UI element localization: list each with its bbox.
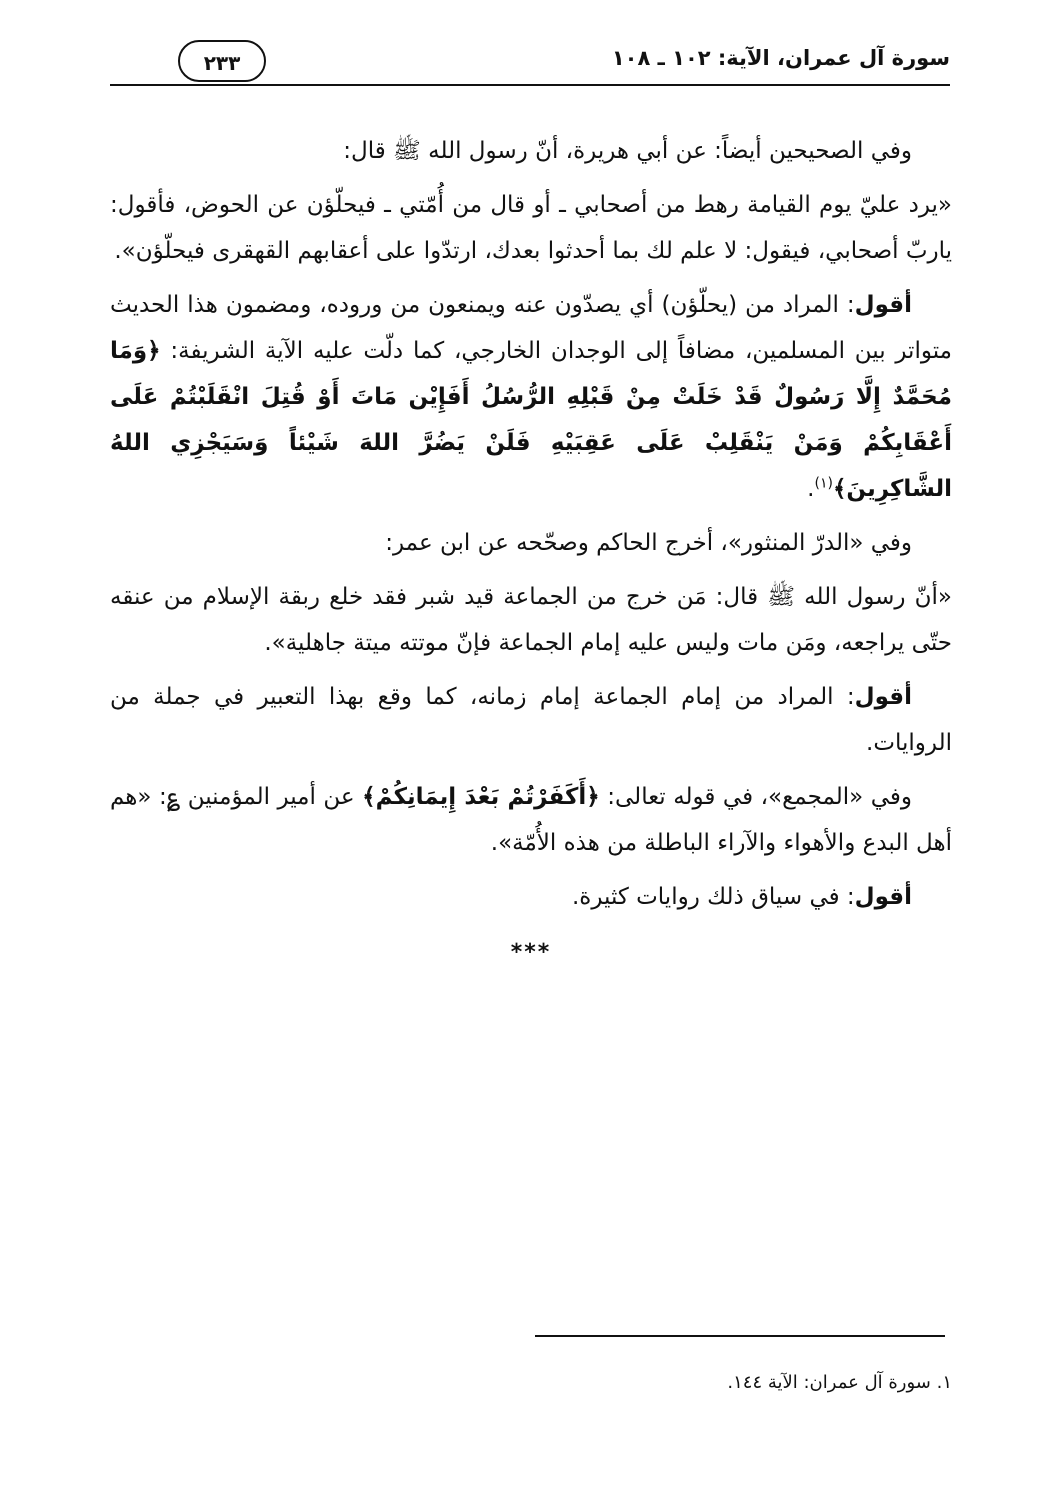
paragraph-4: وفي «الدرّ المنثور»، أخرج الحاكم وصحّحه عن ابن عمر: (385, 530, 912, 556)
paragraph-7-end: عن أمير المؤمنين ؏: «هم أهل البدع والأهواء والآراء الباطلة من هذه الأُمّة». (110, 784, 952, 856)
paragraph-1: وفي الصحيحين أيضاً: عن أبي هريرة، أنّ رسول الله ﷺ قال: (343, 138, 912, 164)
paragraph-8-text: : في سياق ذلك روايات كثيرة. (571, 884, 855, 910)
paragraph-8 (110, 874, 952, 920)
quran-verse: ﴿أَكَفَرْتُمْ بَعْدَ إِيمَانِكُمْ﴾ (362, 784, 600, 810)
aqul-label: أقول (854, 884, 912, 910)
running-title: سورة آل عمران، الآية: ١٠٢ ـ ١٠٨ (611, 46, 950, 70)
paragraph-3-text: : المراد من (يحلّؤن) أي يصدّون عنه ويمنعون من وروده، ومضمون هذا الحديث متواتر بين المسلمين، مضافاً إلى الوجدان الخارجي، كما دلّت عليه الآية الشريفة: (110, 292, 952, 364)
footnote-ref: (١) (814, 475, 833, 492)
footnote: ١. سورة آل عمران: الآية ١٤٤. (727, 1372, 952, 1393)
page-header (110, 40, 950, 84)
main-text (110, 128, 952, 976)
page-number: ٢٣٣ (178, 40, 266, 82)
header-rule (110, 84, 950, 86)
quran-verse: ﴿وَمَا مُحَمَّدٌ إِلَّا رَسُولٌ قَدْ خَلَتْ مِنْ قَبْلِهِ الرُّسُلُ أَفَإِيْن مَاتَ أَوْ قُتِلَ انْقَلَبْتُمْ عَلَى أَعْقَابِكُمْ وَمَنْ يَنْقَلِبْ عَلَى عَقِبَيْهِ فَلَنْ يَضُرَّ اللهَ شَيْئاً وَسَيَجْزِي اللهُ الشَّاكِرِينَ﴾ (110, 338, 952, 502)
aqul-label: أقول (854, 292, 912, 318)
section-divider: *** (510, 940, 552, 965)
paragraph-6 (110, 674, 952, 766)
paragraph-3 (110, 282, 952, 512)
paragraph-7-start: وفي «المجمع»، في قوله تعالى: (599, 784, 912, 810)
footnote-rule (535, 1335, 945, 1337)
paragraph-6-text: : المراد من إمام الجماعة إمام زمانه، كما وقع بهذا التعبير في جملة من الروايات. (110, 684, 952, 756)
paragraph-5: «أنّ رسول الله ﷺ قال: مَن خرج من الجماعة قيد شبر فقد خلع ربقة الإسلام من عنقه حتّى يراجعه، ومَن مات وليس عليه إمام الجماعة فإنّ موتته ميتة جاهلية». (110, 584, 952, 656)
aqul-label: أقول (854, 684, 912, 710)
paragraph-3-end: . (807, 476, 815, 502)
paragraph-2: «يرد عليّ يوم القيامة رهط من أصحابي ـ أو قال من أُمّتي ـ فيحلّؤن عن الحوض، فأقول: ياربّ أصحابي، فيقول: لا علم لك بما أحدثوا بعدك، ارتدّوا على أعقابهم القهقرى فيحلّؤن». (110, 192, 952, 264)
paragraph-7 (110, 774, 952, 866)
